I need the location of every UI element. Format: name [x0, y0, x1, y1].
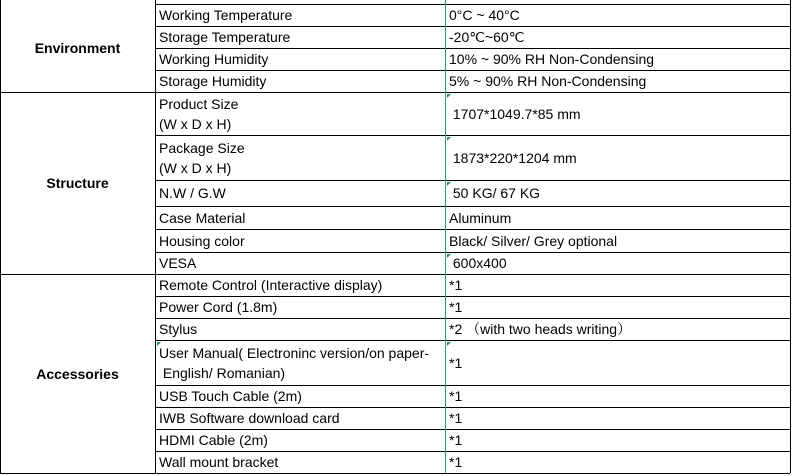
row-label: Stylus: [159, 321, 198, 337]
row-label: VESA: [159, 255, 197, 271]
row-value: *1: [449, 432, 463, 448]
row-value: 10% ~ 90% RH Non-Condensing: [449, 51, 655, 67]
row-label: Storage Humidity: [159, 73, 267, 89]
cell-marker: [447, 182, 451, 186]
cell-marker: [447, 254, 451, 258]
row-value: 1873*220*1204 mm: [449, 149, 577, 166]
row-label: Storage Temperature: [159, 29, 291, 45]
row-label: Package Size (W x D x H): [159, 140, 245, 176]
row-label: User Manual( Electroninc version/on paper- English/ Romanian): [159, 345, 430, 381]
row-label: HDMI Cable (2m): [159, 432, 268, 448]
group-structure: Structure: [46, 175, 109, 191]
row-value: *1: [449, 354, 463, 371]
row-label: Working Humidity: [159, 51, 269, 67]
row-label: IWB Software download card: [159, 410, 340, 426]
group-environment: Environment: [34, 40, 121, 56]
row-value: Aluminum: [449, 209, 512, 226]
row-label: Power Cord (1.8m): [159, 299, 278, 315]
row-value: *1: [449, 410, 463, 426]
row-border: [155, 473, 790, 474]
cell-marker: [447, 94, 451, 98]
right-border: [790, 0, 791, 473]
row-value: 50 KG/ 67 KG: [449, 185, 541, 201]
column-border: [445, 0, 446, 473]
row-value: Black/ Silver/ Grey optional: [449, 232, 618, 249]
cell-marker: [447, 137, 451, 141]
row-value: *2 （with two heads writing）: [449, 321, 632, 337]
row-label: Wall mount bracket: [159, 454, 279, 470]
row-value: *1: [449, 454, 463, 470]
cell-marker: [157, 342, 161, 346]
row-value: -20℃~60℃: [449, 29, 525, 45]
cell-marker: [447, 342, 451, 346]
row-label: Product Size (W x D x H): [159, 96, 239, 132]
row-value: *1: [449, 388, 463, 404]
row-value: 600x400: [449, 255, 507, 271]
row-value: 5% ~ 90% RH Non-Condensing: [449, 73, 647, 89]
row-label: N.W / G.W: [159, 185, 226, 201]
row-label: Remote Control (Interactive display): [159, 277, 383, 293]
row-label: Housing color: [159, 232, 245, 249]
row-label: USB Touch Cable (2m): [159, 388, 302, 404]
row-value: 0°C ~ 40°C: [449, 7, 520, 23]
column-border: [155, 0, 156, 473]
left-border: [0, 0, 1, 473]
group-accessories: Accessories: [36, 365, 119, 382]
row-label: Working Temperature: [159, 7, 293, 23]
row-value: 1707*1049.7*85 mm: [449, 105, 581, 122]
row-value: *1: [449, 299, 463, 315]
row-label: Case Material: [159, 209, 246, 226]
row-value: *1: [449, 277, 463, 293]
